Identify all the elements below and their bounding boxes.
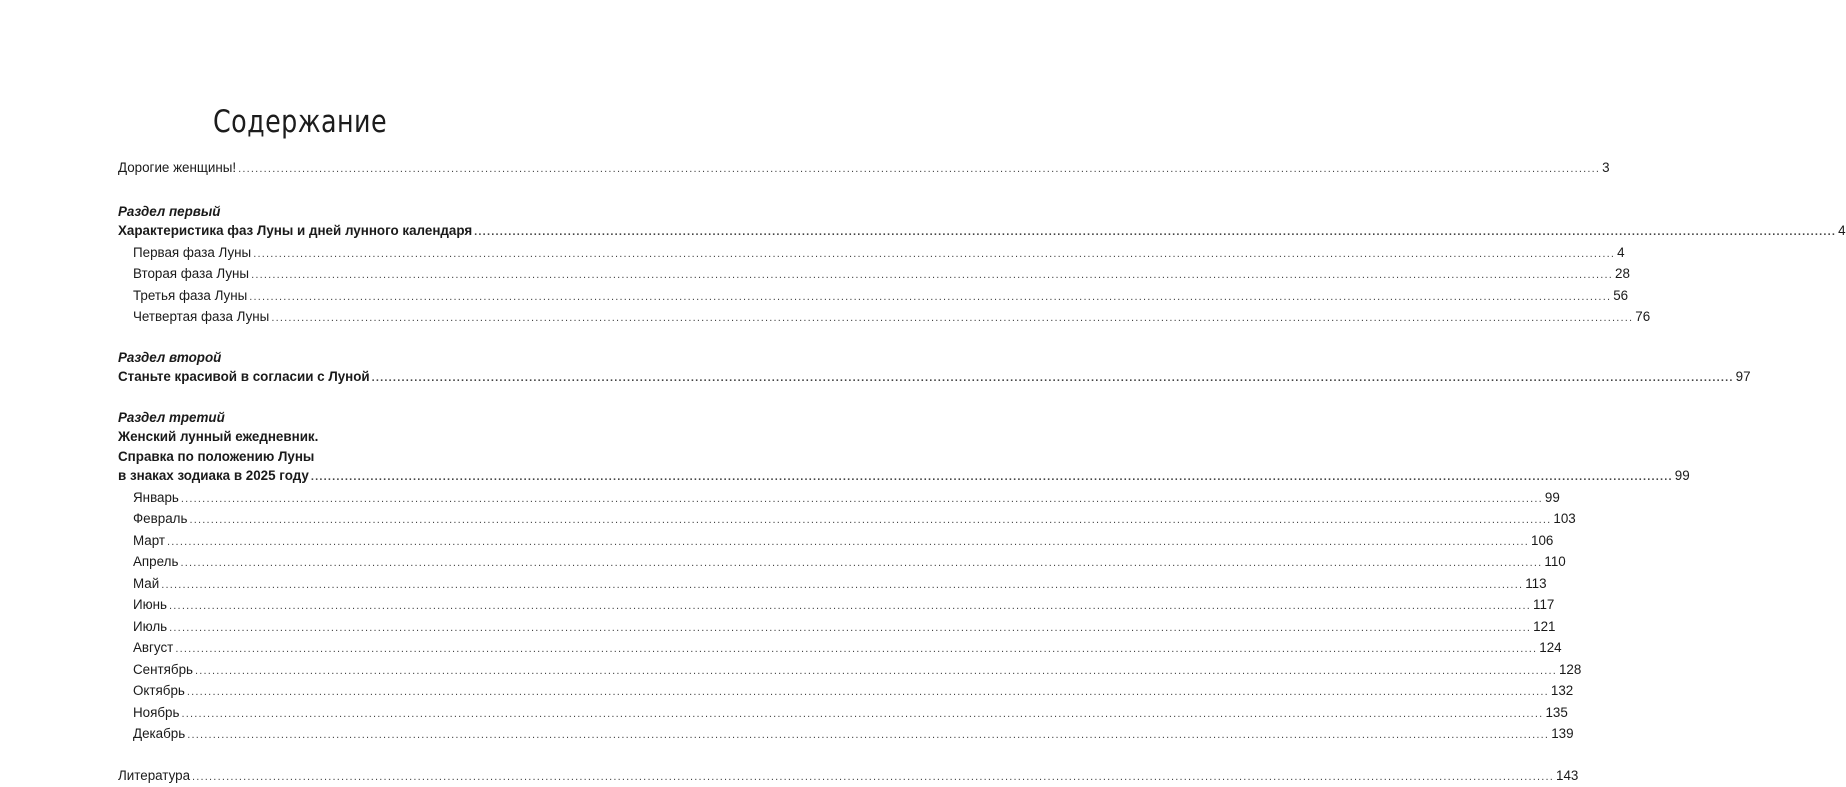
toc-entry-phase-2[interactable] [118, 264, 493, 286]
dot-leader [180, 554, 1542, 574]
toc-entry-literature[interactable] [118, 766, 493, 787]
toc-page-number: 117 [1533, 595, 1554, 615]
toc-entry-month-october[interactable] [118, 681, 493, 703]
toc-entry-label: Характеристика фаз Луны и дней лунного календаря [118, 221, 472, 241]
toc-entry-label: Апрель [133, 552, 178, 572]
dot-leader [187, 726, 1549, 746]
toc-page-number: 124 [1539, 638, 1561, 658]
toc-entry-part-2-main[interactable] [118, 367, 493, 389]
toc-entry-month-january[interactable] [118, 488, 493, 510]
toc-entry-label: Октябрь [133, 681, 185, 701]
toc-entry-month-april[interactable] [118, 552, 493, 574]
toc-entry-label: Третья фаза Луны [133, 286, 247, 306]
toc-entry-phase-1[interactable] [118, 243, 493, 265]
toc-entry-label: Август [133, 638, 173, 658]
toc-entry-label: Четвертая фаза Луны [133, 307, 269, 327]
toc-entry-label: Сентябрь [133, 660, 193, 680]
toc-page-number: 121 [1533, 617, 1555, 637]
toc-entry-part-1-main[interactable] [118, 221, 493, 243]
toc-entry-month-may[interactable] [118, 574, 493, 596]
dot-leader [167, 533, 1529, 553]
dot-leader [181, 490, 1543, 510]
toc-entry-label: Март [133, 531, 165, 551]
toc-page-number: 143 [1556, 766, 1578, 786]
toc-page-number: 99 [1675, 466, 1690, 486]
dot-leader [181, 705, 1543, 725]
toc-page-number: 132 [1551, 681, 1573, 701]
toc-page-number: 99 [1545, 488, 1560, 508]
toc-entry-label: Декабрь [133, 724, 185, 744]
toc-entry-label: Дорогие женщины! [118, 158, 236, 178]
dot-leader [249, 288, 1611, 308]
toc-entry-part-3-main[interactable] [118, 466, 493, 488]
toc-entry-label: Вторая фаза Луны [133, 264, 249, 284]
toc-page-number: 128 [1559, 660, 1581, 680]
dot-leader [195, 662, 1557, 682]
toc-page-number: 113 [1525, 574, 1546, 594]
toc-entry-month-july[interactable] [118, 617, 493, 639]
toc-entry-label: Июль [133, 617, 167, 637]
dot-leader [253, 245, 1615, 265]
toc-entry-month-november[interactable] [118, 703, 493, 725]
toc-page-number: 97 [1736, 367, 1751, 387]
toc-entry-intro[interactable] [118, 158, 493, 180]
toc-page-number: 135 [1545, 703, 1567, 723]
dot-leader [271, 309, 1633, 329]
toc-page-number: 3 [1602, 158, 1609, 178]
toc-entry-label: Станьте красивой в согласии с Луной [118, 367, 370, 387]
dot-leader [251, 266, 1613, 286]
toc-entry-phase-3[interactable] [118, 286, 493, 308]
page-title: Содержание [54, 104, 546, 140]
toc-entry-label: Февраль [133, 509, 187, 529]
dot-leader [175, 640, 1537, 660]
toc-entry-label: Первая фаза Луны [133, 243, 251, 263]
dot-leader [161, 576, 1523, 596]
toc-entry-label: в знаках зодиака в 2025 году [118, 466, 309, 486]
dot-leader [169, 619, 1531, 639]
toc-entry-phase-4[interactable] [118, 307, 493, 329]
toc-entry-label: Ноябрь [133, 703, 179, 723]
toc-entry-month-june[interactable] [118, 595, 493, 617]
toc-page-number: 106 [1531, 531, 1553, 551]
toc-entry-label: Январь [133, 488, 179, 508]
dot-leader [372, 369, 1734, 389]
toc-entry-month-march[interactable] [118, 531, 493, 553]
toc-entry-month-february[interactable] [118, 509, 493, 531]
dot-leader [238, 160, 1600, 180]
toc-entry-label: Май [133, 574, 159, 594]
toc-entry-part-3-line-1: Женский лунный ежедневник. [118, 427, 493, 447]
toc-page-number: 28 [1615, 264, 1630, 284]
toc-page-number: 103 [1553, 509, 1575, 529]
dot-leader [189, 511, 1551, 531]
toc-entry-month-august[interactable] [118, 638, 493, 660]
page [0, 0, 600, 750]
section-heading-part-3: Раздел третий [118, 408, 493, 428]
toc-page-number: 4 [1838, 221, 1845, 241]
toc-entry-part-3-line-2: Справка по положению Луны [118, 447, 493, 467]
table-of-contents [118, 158, 493, 787]
toc-page-number: 56 [1613, 286, 1628, 306]
toc-entry-label: Июнь [133, 595, 167, 615]
section-heading-part-2: Раздел второй [118, 348, 493, 368]
dot-leader [187, 683, 1549, 703]
toc-entry-label: Литература [118, 766, 190, 786]
dot-leader [169, 597, 1531, 617]
dot-leader [192, 768, 1554, 787]
toc-page-number: 4 [1617, 243, 1624, 263]
toc-page-number: 139 [1551, 724, 1573, 744]
toc-entry-month-december[interactable] [118, 724, 493, 746]
section-heading-part-1: Раздел первый [118, 202, 493, 222]
toc-entry-month-september[interactable] [118, 660, 493, 682]
dot-leader [311, 468, 1673, 488]
dot-leader [474, 223, 1836, 243]
toc-page-number: 110 [1544, 552, 1565, 572]
toc-page-number: 76 [1635, 307, 1650, 327]
